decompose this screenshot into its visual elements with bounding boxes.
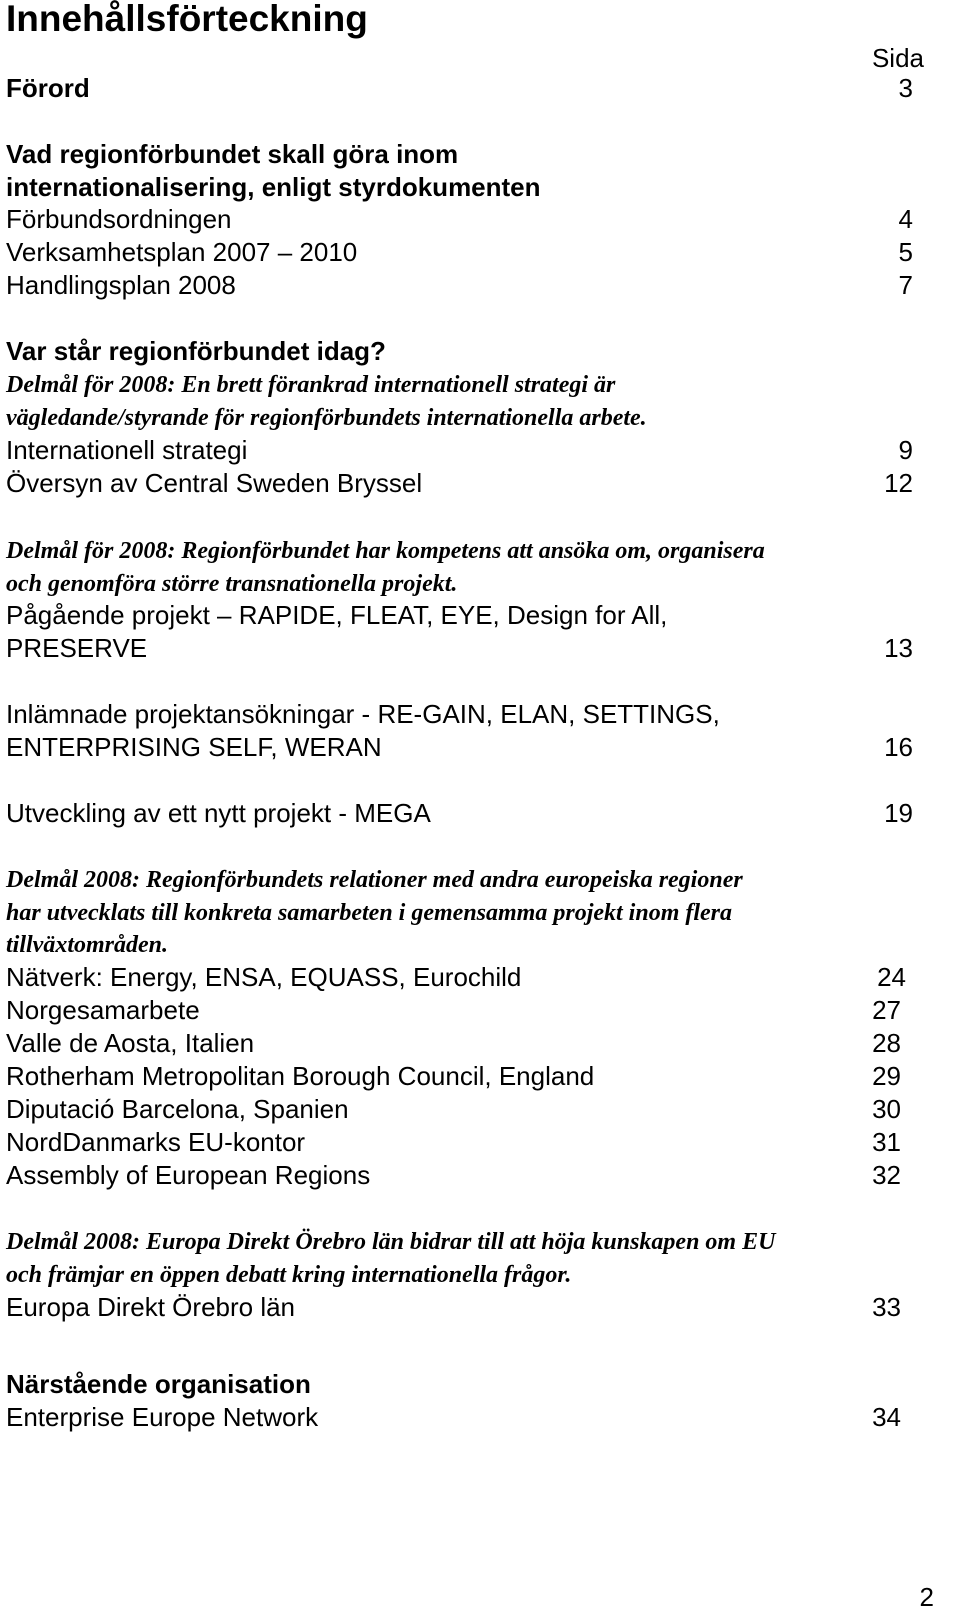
toc-page-number: 12	[884, 468, 913, 498]
toc-entry[interactable]: PRESERVE	[6, 633, 148, 663]
toc-entry[interactable]: Utveckling av ett nytt projekt - MEGA	[6, 798, 431, 828]
toc-page-number: 5	[898, 237, 913, 267]
goal-heading: har utvecklats till konkreta samarbeten i gemensamma projekt inom flera	[6, 900, 733, 926]
toc-entry-foreword[interactable]: Förord	[6, 73, 90, 103]
goal-heading: Delmål 2008: Regionförbundets relationer med andra europeiska regioner	[6, 867, 743, 893]
toc-entry[interactable]: Förbundsordningen	[6, 204, 232, 234]
toc-entry[interactable]: Enterprise Europe Network	[6, 1402, 319, 1432]
toc-page-number: 3	[898, 73, 913, 103]
goal-heading: Delmål för 2008: Regionförbundet har kompetens att ansöka om, organisera	[6, 538, 765, 564]
toc-entry[interactable]: Verksamhetsplan 2007 – 2010	[6, 237, 358, 267]
toc-entry[interactable]: Europa Direkt Örebro län	[6, 1292, 296, 1322]
footer-page-number: 2	[919, 1582, 934, 1612]
page-column-header: Sida	[871, 43, 924, 73]
toc-page-number: 28	[872, 1028, 901, 1058]
toc-entry[interactable]: Handlingsplan 2008	[6, 270, 236, 300]
toc-entry[interactable]: Norgesamarbete	[6, 995, 200, 1025]
toc-page-number: 34	[872, 1402, 901, 1432]
section-heading: Var står regionförbundet idag?	[6, 336, 386, 366]
toc-page-number: 19	[884, 798, 913, 828]
section-heading: Vad regionförbundet skall göra inom	[6, 139, 459, 169]
toc-page-number: 7	[898, 270, 913, 300]
toc-entry[interactable]: Internationell strategi	[6, 435, 248, 465]
toc-page-number: 31	[872, 1127, 901, 1157]
toc-page-number: 29	[872, 1061, 901, 1091]
section-heading: internationalisering, enligt styrdokumenten	[6, 172, 541, 202]
toc-entry[interactable]: Pågående projekt – RAPIDE, FLEAT, EYE, Design for All,	[6, 600, 668, 630]
section-heading: Närstående organisation	[6, 1369, 311, 1399]
toc-page-number: 13	[884, 633, 913, 663]
toc-page-number: 4	[898, 204, 913, 234]
toc-entry[interactable]: Assembly of European Regions	[6, 1160, 371, 1190]
toc-page-number: 30	[872, 1094, 901, 1124]
toc-entry[interactable]: ENTERPRISING SELF, WERAN	[6, 732, 382, 762]
toc-entry[interactable]: Rotherham Metropolitan Borough Council, England	[6, 1061, 595, 1091]
toc-entry[interactable]: Översyn av Central Sweden Bryssel	[6, 468, 423, 498]
goal-heading: Delmål 2008: Europa Direkt Örebro län bidrar till att höja kunskapen om EU	[6, 1229, 776, 1255]
goal-heading: vägledande/styrande för regionförbundets internationella arbete.	[6, 405, 647, 431]
toc-entry[interactable]: Diputació Barcelona, Spanien	[6, 1094, 349, 1124]
toc-page-number: 27	[872, 995, 901, 1025]
page-title: Innehållsförteckning	[6, 0, 368, 39]
toc-page-number: 16	[884, 732, 913, 762]
goal-heading: och främjar en öppen debatt kring internationella frågor.	[6, 1262, 572, 1288]
toc-page-number: 9	[898, 435, 913, 465]
goal-heading: och genomföra större transnationella projekt.	[6, 571, 458, 597]
goal-heading: Delmål för 2008: En brett förankrad internationell strategi är	[6, 372, 616, 398]
toc-entry[interactable]: NordDanmarks EU-kontor	[6, 1127, 306, 1157]
toc-entry[interactable]: Inlämnade projektansökningar - RE-GAIN, ELAN, SETTINGS,	[6, 699, 720, 729]
toc-page-number: 24	[877, 962, 906, 992]
goal-heading: tillväxtområden.	[6, 932, 168, 958]
toc-entry[interactable]: Valle de Aosta, Italien	[6, 1028, 255, 1058]
toc-entry[interactable]: Nätverk: Energy, ENSA, EQUASS, Eurochild	[6, 962, 522, 992]
toc-page-number: 32	[872, 1160, 901, 1190]
toc-page-number: 33	[872, 1292, 901, 1322]
